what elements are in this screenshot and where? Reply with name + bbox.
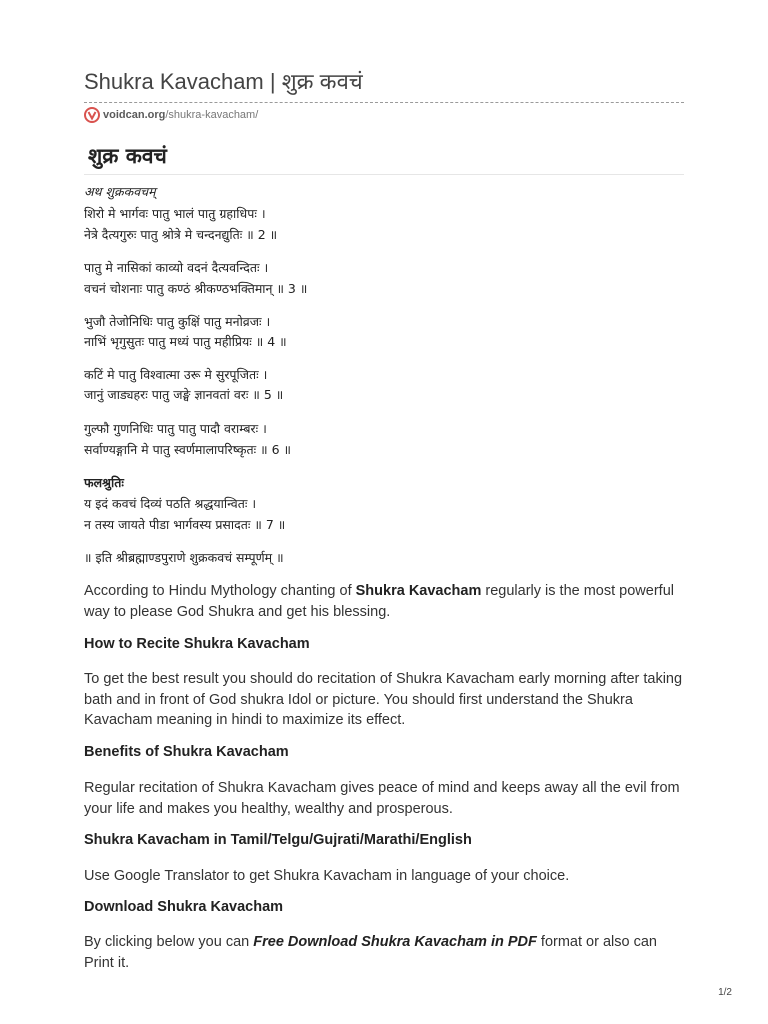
download-paragraph xyxy=(84,932,684,973)
verse-line: य इदं कवचं दिव्यं पठति श्रद्धयान्वितः । xyxy=(84,496,257,511)
verse-line: वचनं चोशनाः पातु कण्ठं श्रीकण्ठभक्तिमान् ॥ 3 ॥ xyxy=(84,281,308,296)
stotra-intro: अथ शुक्रकवचम् xyxy=(84,184,156,199)
benefits-paragraph: Regular recitation of Shukra Kavacham gives peace of mind and keeps away all the evil from your life and makes you healthy, wealthy and prosperous. xyxy=(84,780,680,817)
verse-line: कटिं मे पातु विश्वात्मा उरू मे सुरपूजितः । xyxy=(84,367,268,382)
verse-line: शिरो मे भार्गवः पातु भालं पातु ग्रहाधिपः । xyxy=(84,206,266,221)
phalashruti-label: फलश्रुतिः xyxy=(84,475,124,490)
intro-text-end: regularly is the most powerful way to please God Shukra and get his blessing. xyxy=(84,583,674,620)
intro-paragraph xyxy=(84,581,684,622)
verse-line: जानुं जाड्यहरः पातु जङ्घे ज्ञानवतां वरः ॥ 5 ॥ xyxy=(84,387,284,402)
voidcan-logo-icon xyxy=(84,107,100,123)
section-heading-recite: How to Recite Shukra Kavacham xyxy=(84,636,310,652)
heading-divider xyxy=(84,174,684,175)
verse-line: गुल्फौ गुणनिधिः पातु पातु पादौ वराम्बरः । xyxy=(84,421,267,436)
download-text: By clicking below you can xyxy=(84,934,254,950)
verse-line: न तस्य जायते पीडा भार्गवस्य प्रसादतः ॥ 7 ॥ xyxy=(84,517,286,532)
verse-line: पातु मे नासिकां काव्यो वदनं दैत्यवन्दितः । xyxy=(84,260,269,275)
stotra-closing: ॥ इति श्रीब्रह्माण्डपुराणे शुक्रकवचं सम्पूर्णम् ॥ xyxy=(84,550,284,565)
intro-bold-text: Shukra Kavacham xyxy=(355,583,482,599)
page-number: 1/2 xyxy=(718,987,732,998)
intro-text: According to Hindu Mythology chanting of xyxy=(84,583,356,599)
page-title: Shukra Kavacham | शुक्र कवचं xyxy=(84,69,363,94)
source-domain-link[interactable]: voidcan.org xyxy=(103,109,166,121)
section-heading-download: Download Shukra Kavacham xyxy=(84,899,284,915)
article-heading: शुक्र कवचं xyxy=(88,144,167,168)
recite-paragraph: To get the best result you should do recitation of Shukra Kavacham early morning after taking bath and in front of God shukra Idol or picture. You should first understand the Shukra Kavacham meaning in hindi to maximize its effect. xyxy=(84,671,683,728)
source-line xyxy=(84,107,258,123)
verse-line: भुजौ तेजोनिधिः पातु कुक्षिं पातु मनोव्रजः । xyxy=(84,314,271,329)
verse-line: नाभिं भृगुसुतः पातु मध्यं पातु महीप्रियः ॥ 4 ॥ xyxy=(84,334,287,349)
section-heading-languages: Shukra Kavacham in Tamil/Telgu/Gujrati/Marathi/English xyxy=(84,832,472,848)
verse-line: सर्वाण्यङ्गानि मे पातु स्वर्णमालापरिष्कृतः ॥ 6 ॥ xyxy=(84,442,291,457)
languages-paragraph: Use Google Translator to get Shukra Kavacham in language of your choice. xyxy=(84,868,570,884)
dashed-divider xyxy=(84,102,684,103)
verse-line: नेत्रे दैत्यगुरुः पातु श्रोत्रे मे चन्दनद्युतिः ॥ 2 ॥ xyxy=(84,227,278,242)
section-heading-benefits: Benefits of Shukra Kavacham xyxy=(84,744,289,760)
download-link-text[interactable]: Free Download Shukra Kavacham in PDF xyxy=(253,934,537,950)
download-text-end: format or also can Print it. xyxy=(84,934,657,971)
source-path: /shukra-kavacham/ xyxy=(165,109,259,121)
